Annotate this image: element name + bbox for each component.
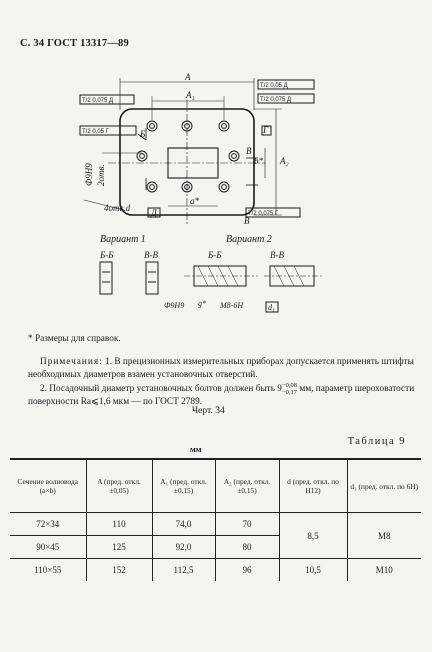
col-header-d: d (пред. откл. по H12)	[279, 459, 347, 513]
cell-d-merged: 8,5	[279, 513, 347, 559]
holes-text: 4отв.d	[104, 203, 131, 213]
variant2-label: Вариант 2	[226, 234, 272, 245]
bb2-label: Б-Б	[208, 250, 222, 260]
cell-a2: 96	[215, 559, 279, 582]
figure-caption: Черт. 34	[192, 406, 225, 416]
hole-group	[137, 121, 239, 192]
note-1	[28, 356, 418, 382]
datum-d: Д	[151, 208, 157, 218]
dim-a1: A₁	[186, 90, 195, 100]
hole-side: Ф9Н9	[84, 163, 94, 186]
dim-d1: d₁	[268, 303, 275, 312]
cell-section: 110×55	[34, 565, 62, 575]
cell-a2: 70	[215, 513, 279, 536]
technical-drawing	[14, 60, 424, 322]
notes-title: Примечания:	[40, 357, 103, 367]
m8-label: М8-6Н	[220, 301, 244, 310]
bb-label: Б-Б	[100, 250, 114, 260]
table-unit: мм	[190, 444, 202, 454]
page-header: С. 34 ГОСТ 13317—89	[20, 38, 129, 49]
dim-a: A	[185, 72, 191, 82]
note-2-sub: −0,17	[281, 389, 298, 396]
tol-frame-4: T/2 0,05 Г	[82, 129, 109, 135]
vv-label: В-В	[144, 250, 158, 260]
col-header-section: Сечение волновода (а×b)	[10, 459, 86, 513]
col-header-a: A (пред. откл. ±0,05)	[86, 459, 152, 513]
otv-label: 2отв.	[96, 164, 106, 186]
dim-a2: A₂	[280, 156, 289, 166]
table-title: Таблица 9	[347, 436, 406, 447]
section-vv-right: В	[246, 146, 252, 156]
tol-frame-1: T/2 0,05 Д	[260, 83, 288, 89]
datum-g: Г	[263, 125, 269, 135]
variant1-label: Вариант 1	[100, 234, 146, 245]
note-2-b: мм, параметр шероховатости поверхности Ra⩽1,6 мкм — по ГОСТ 2789.	[28, 384, 415, 408]
tol-frame-2: T/2 0,075 Д	[260, 97, 292, 103]
cell-d: 10,5	[279, 559, 347, 582]
cell-a: 125	[86, 536, 152, 559]
g-label: g*	[198, 299, 206, 308]
fi-h9-label: Ф9Н9	[164, 301, 185, 310]
cell-a1: 74,0	[152, 513, 215, 536]
cell-section: 90×45	[10, 536, 86, 559]
note-1-text: 1. В прецизионных измерительных приборах допускается применять штифты необходимых диаметров взамен установочных отверстий.	[28, 357, 414, 380]
footnote: * Размеры для справок.	[28, 334, 121, 344]
note-2-sup: −0,08	[281, 382, 298, 389]
tol-frame-5: T/2 0,075 Г	[248, 211, 279, 217]
dim-b: b*	[254, 156, 263, 166]
table-header-row	[10, 459, 421, 513]
data-table	[10, 458, 421, 581]
cell-d1-merged: M8	[347, 513, 421, 559]
cell-a1: 112,5	[152, 559, 215, 582]
cell-a2: 80	[215, 536, 279, 559]
cell-a1: 92,0	[152, 536, 215, 559]
table-row	[10, 559, 421, 582]
col-header-a1: A₁ (пред. откл. ±0,15)	[152, 459, 215, 513]
cell-section: 72×34	[10, 513, 86, 536]
vv2-label: В-В	[270, 250, 284, 260]
cell-a: 152	[86, 559, 152, 582]
dim-a-star: a*	[190, 196, 199, 206]
cell-d1: M10	[347, 559, 421, 582]
variant1-sections	[100, 262, 158, 294]
col-header-a2: A₂ (пред. откл. ±0,15)	[215, 459, 279, 513]
col-header-d1: d₁ (пред. откл. по 6H)	[347, 459, 421, 513]
cell-a: 110	[86, 513, 152, 536]
note-2-tolerance	[282, 382, 297, 396]
dim-b-label: B	[244, 216, 250, 226]
note-2-a: 2. Посадочный диаметр установочных болтов должен быть 9	[40, 384, 282, 395]
table-row	[10, 513, 421, 536]
section-bb-top: Б	[140, 129, 146, 139]
tol-frame-3: T/2 0,075 Д	[82, 98, 114, 104]
